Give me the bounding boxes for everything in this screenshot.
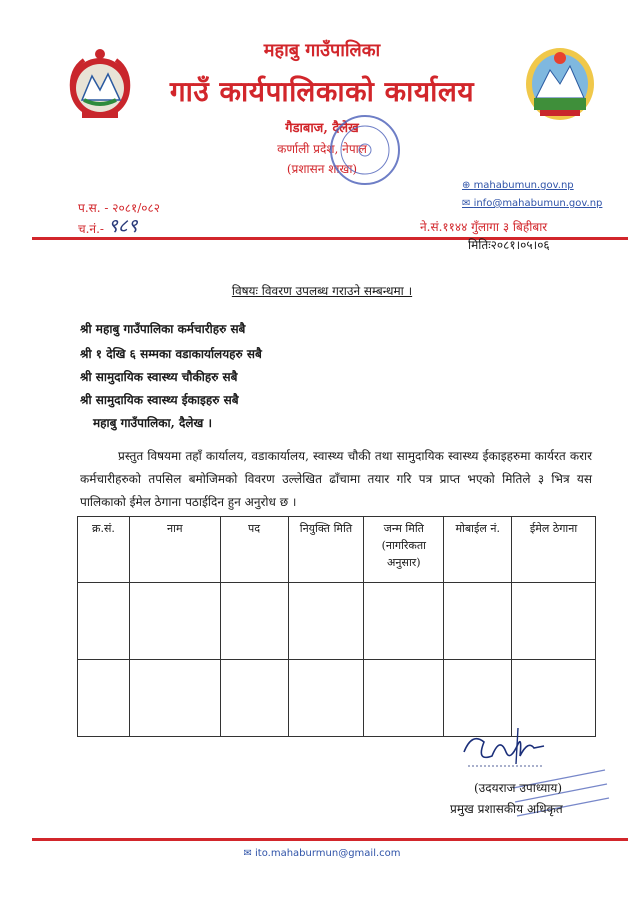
table-cell (78, 583, 130, 660)
signatory-name: (उदयराज उपाध्याय) (474, 781, 563, 795)
column-header-serial: क्र.सं. (78, 517, 130, 583)
table-cell (129, 583, 220, 660)
table-cell (78, 660, 130, 737)
subject-text: विषयः विवरण उपलब्ध गराउने सम्बन्धमा । (231, 284, 413, 298)
table-cell (364, 583, 444, 660)
chalani-label: च.नं.- (78, 222, 104, 236)
nepal-sambat-date: ने.सं.११४४ गुँलागा ३ बिहीबार (420, 220, 548, 234)
table-cell (512, 583, 596, 660)
table-cell (364, 660, 444, 737)
admin-section: (प्रशासन शाखा) (286, 162, 358, 176)
municipality-name: महाबु गाउँपालिका (263, 40, 381, 61)
staff-details-table (77, 516, 596, 737)
body-paragraph: प्रस्तुत विषयमा तहाँ कार्यालय, वडाकार्यालय, स्वास्थ्य चौकी तथा सामुदायिक स्वास्थ्य ईकाइहरुमा कार्यरत करार कर्मचारीहरुको तपसिल बमोजिमको विवरण उल्लेखित ढाँचामा तयार गरि पत्र प्राप्त भएको मितिले ३ भित्र यस पालिकाको ईमेल ठेगाना पठाईदिन हुन अनुरोध छ । (80, 449, 592, 509)
letter-date: मितिः२०८१।०५।०६ (468, 238, 550, 252)
addressee-2: श्री १ देखि ६ सम्मका वडाकार्यालयहरु सबै (80, 347, 262, 361)
office-title: गाउँ कार्यपालिकाको कार्यालय (169, 75, 475, 108)
addressee-5: महाबु गाउँपालिका, दैलेख । (93, 416, 213, 430)
table-cell (288, 583, 364, 660)
envelope-icon: ✉ (243, 848, 256, 859)
email-text: info@mahabumun.gov.np (473, 198, 603, 209)
addressee-3: श्री सामुदायिक स्वास्थ्य चौकीहरु सबै (80, 370, 238, 384)
email-link[interactable] (462, 198, 602, 209)
chalani-number: ९८९ (108, 215, 138, 237)
addressee-1: श्री महाबु गाउँपालिका कर्मचारीहरु सबै (80, 322, 246, 336)
table-cell (220, 583, 288, 660)
website-text: mahabumun.gov.np (473, 180, 574, 191)
office-stamp-icon (325, 110, 405, 190)
footer-email-text: ito.mahaburmun@gmail.com (255, 848, 401, 859)
column-header-birth-date: जन्म मिति (नागरिकता अनुसार) (364, 517, 444, 583)
table-cell (444, 583, 512, 660)
patra-sankhya: प.स. - २०८१/०८२ (78, 201, 160, 215)
table-row (78, 583, 596, 660)
envelope-icon: ✉ (462, 198, 474, 209)
table-cell (220, 660, 288, 737)
column-header-appointment-date: नियुक्ति मिति (288, 517, 364, 583)
signatory-designation: प्रमुख प्रशासकीय अधिकृत (450, 802, 563, 816)
footer-divider (32, 838, 628, 841)
column-header-email: ईमेल ठेगाना (512, 517, 596, 583)
addressee-4: श्री सामुदायिक स्वास्थ्य ईकाइहरु सबै (80, 393, 239, 407)
column-header-name: नाम (129, 517, 220, 583)
footer-email-link[interactable] (0, 848, 644, 859)
province-line: कर्णाली प्रदेश, नेपाल (277, 142, 367, 156)
office-location: गैडाबाज, दैलेख (285, 121, 359, 136)
table-header-row (78, 517, 596, 583)
globe-icon: ⊕ (462, 180, 474, 191)
subject-line (0, 282, 644, 299)
table-cell (288, 660, 364, 737)
website-link[interactable] (462, 180, 574, 191)
column-header-mobile: मोबाईल नं. (444, 517, 512, 583)
column-header-post: पद (220, 517, 288, 583)
table-cell (129, 660, 220, 737)
